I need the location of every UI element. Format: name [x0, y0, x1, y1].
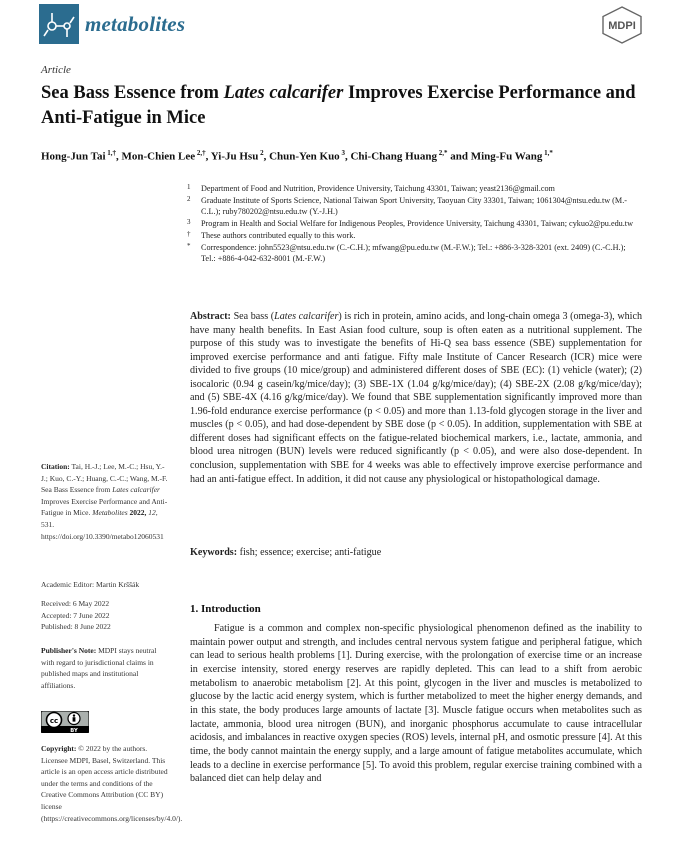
abstract-text-a: Sea bass ( [233, 311, 275, 322]
accepted-date: Accepted: 7 June 2022 [41, 610, 110, 620]
keywords-text: fish; essence; exercise; anti-fatigue [239, 547, 382, 558]
affiliation-item [187, 242, 642, 265]
affiliation-item [187, 195, 642, 218]
affiliation-text: Graduate Institute of Sports Science, National Taiwan Sport University, Taoyuan City 33301, Taiwan; 1061304@ntsu.edu.tw (M.-C.L.); ruby780202@ntsu.edu.tw (Y.-J.H.) [201, 195, 627, 217]
author-name: Ming-Fu Wang [470, 150, 543, 163]
citation-text-b: Improves Exercise Performance and Anti-Fatigue in Mice. [41, 496, 168, 518]
author-separator: and [447, 150, 471, 163]
affiliation-mark: * [187, 241, 191, 250]
affiliation-text: These authors contributed equally to this work. [201, 230, 356, 240]
author-separator: , [116, 150, 122, 163]
author-affiliation-mark: 2,* [436, 149, 448, 157]
citation-year: 2022, [127, 508, 149, 518]
author-name: Chun-Yen Kuo [269, 150, 340, 163]
citation-label: Citation: [41, 462, 70, 471]
author-separator: , [263, 150, 270, 163]
affiliation-item [187, 218, 642, 230]
affiliation-text: Correspondence: john5523@ntsu.edu.tw (C.-C.H.); mfwang@pu.edu.tw (M.-F.W.); Tel.: +886-3-328-3201 (ext. 2409) (C.-C.H.); Tel.: +886-4-042-632-8001 (M.-F.W.) [201, 242, 626, 264]
author-affiliation-mark: 1,† [105, 149, 117, 157]
introduction-paragraph: Fatigue is a common and complex non-specific physiological phenomenon defined as the inability to maintain power output and strength, and includes central nervous system fatigue and peripheral fatigue, which can lead to serious health problems [1]. During exercise, with the prolongation of exercise time or an increase in exercise intensity, stored energy reserves are rapidly depleted. This can lead to a shift from aerobic metabolism to anaerobic metabolism [2]. At this point, glycogen in the liver and muscles is metabolized to glucose by the lactic acid energy system, which is further metabolized to meet the higher energy demands, and in this state, the body produces large amounts of lactate [3]. Muscle fatigue occurs when metabolites such as lactate, ammonia, blood urea nitrogen (BUN), and inorganic phosphorus accumulate to cause intracellular acidosis, and imbalances in reactive oxygen species (ROS) levels, internal pH, and osmotic pressure [4]. At this time, the body cannot maintain the energy supply, and a large amount of fatigue metabolites accumulate, which leads to a decline in exercise performance [5]. To avoid this problem, regular exercise training combined with a balanced diet can help delay and [190, 623, 642, 785]
affiliation-text: Program in Health and Social Welfare for Indigenous Peoples, Providence University, Taichung 43301, Taiwan; cykuo2@pu.edu.tw [201, 219, 633, 229]
keywords-label: Keywords: [190, 547, 238, 558]
author-list [41, 149, 641, 163]
title-species: Lates calcarifer [223, 83, 344, 103]
published-date: Published: 8 June 2022 [41, 622, 111, 632]
abstract-text-b: ) is rich in protein, amino acids, and long-chain omega 3 (omega-3), which have many health benefits. In East Asian food culture, soup is often eaten as a nutritional supplement. The purpose of this study was to investigate the benefits of Hi-Q sea bass essence (SBE) supplementation for improved exercise performance and anti fatigue. Fifty male Institute of Cancer Research (ICR) mice were divided to five groups (10 mice/group) and administered different doses of SBE (EC): (1) vehicle (water); (2) isocaloric (0.94 g casein/kg/mice/day); (3) SBE-1X (1.04 g/kg/mice/day); (4) SBE-2X (2.08 g/kg/mice/day); and (5) SBE-4X (4.16 g/kg/mice/day). We found that SBE supplementation significantly improved more than 1.96-fold endurance exercise performance (p < 0.05) and more than 1.13-fold glycogen storage in the liver and muscles (p < 0.05), and had dose-dependent by SBE dose (p < 0.05). In addition, supplementation with SBE at different doses had significant effects on the fatigue-related biochemical markers, i.e., lactate, ammonia, and blood urea nitrogen (BUN) levels were reduced significantly (p < 0.05), and were also dose-dependent. In conclusion, supplementation with SBE for 4 weeks was able to effectively improve exercise performance and had an anti-fatigue effect. In addition, it did not cause any physiological or histopathological damage. [190, 311, 642, 485]
svg-text:cc: cc [49, 717, 59, 725]
journal-badge-icon [39, 4, 79, 44]
author-name: Hong-Jun Tai [41, 150, 106, 163]
author-affiliation-mark: 1,* [542, 149, 553, 157]
journal-name: metabolites [85, 11, 186, 36]
article-type: Article [41, 64, 71, 76]
citation-journal: Metabolites [92, 508, 128, 518]
copyright-label: Copyright: [41, 744, 77, 753]
author-name: Yi-Ju Hsu [210, 150, 259, 163]
title-part-2: Improves Exercise Performance and Anti-Fatigue in Mice [41, 83, 636, 128]
keywords [190, 547, 642, 558]
affiliation-item [187, 230, 642, 242]
affiliation-mark: † [187, 229, 191, 238]
publisher-note [41, 645, 169, 691]
affiliation-mark: 2 [187, 194, 191, 203]
publication-dates [41, 598, 169, 633]
author-affiliation-mark: 3 [339, 149, 345, 157]
author-name: Chi-Chang Huang [350, 150, 437, 163]
mdpi-logo-icon [601, 6, 643, 44]
cc-by-label: BY [70, 727, 78, 733]
abstract-species: Lates calcarifer [274, 311, 339, 322]
copyright-text: © 2022 by the authors. Licensee MDPI, Basel, Switzerland. This article is an open access article distributed under the terms and conditions of the Creative Commons Attribution (CC BY) license (https://creativecommons.org/licenses/by/4.0/). [41, 744, 183, 823]
abstract [190, 310, 642, 486]
article-title [41, 81, 641, 131]
citation-text-a: Tai, H.-J.; Lee, M.-C.; Hsu, Y.-J.; Kuo, C.-Y.; Huang, C.-C.; Wang, M.-F. Sea Bass Essence from [41, 462, 168, 495]
affiliation-item [187, 183, 642, 195]
affiliations [187, 183, 642, 265]
academic-editor: Academic Editor: Martin Krššák [41, 580, 140, 589]
publisher-note-text: MDPI stays neutral with regard to jurisdictional claims in published maps and institutional affiliations. [41, 646, 157, 690]
journal-logo [39, 4, 185, 44]
affiliation-mark: 3 [187, 218, 191, 227]
citation-doi[interactable]: , 531. https://doi.org/10.3390/metabo12060531 [41, 508, 164, 541]
citation-volume: 12 [148, 508, 156, 518]
author-separator: , [344, 150, 351, 163]
page-header [39, 4, 643, 48]
citation-block [41, 461, 169, 542]
copyright-block [41, 743, 183, 824]
publisher-label: MDPI [608, 20, 636, 32]
author-separator: , [205, 150, 211, 163]
author-affiliation-mark: 2 [258, 149, 264, 157]
abstract-label: Abstract: [190, 311, 231, 322]
section-heading-introduction: 1. Introduction [190, 603, 261, 615]
author-affiliation-mark: 2,† [195, 149, 206, 157]
publisher-note-label: Publisher's Note: [41, 646, 97, 655]
affiliation-text: Department of Food and Nutrition, Providence University, Taichung 43301, Taiwan; yeast2136@gmail.com [201, 184, 555, 193]
cc-by-license-icon[interactable] [41, 711, 89, 733]
received-date: Received: 6 May 2022 [41, 599, 110, 608]
author-name: Mon-Chien Lee [121, 150, 196, 163]
affiliation-mark: 1 [187, 183, 191, 191]
citation-species: Lates calcarifer [112, 485, 160, 495]
title-part-1: Sea Bass Essence from [41, 83, 224, 103]
